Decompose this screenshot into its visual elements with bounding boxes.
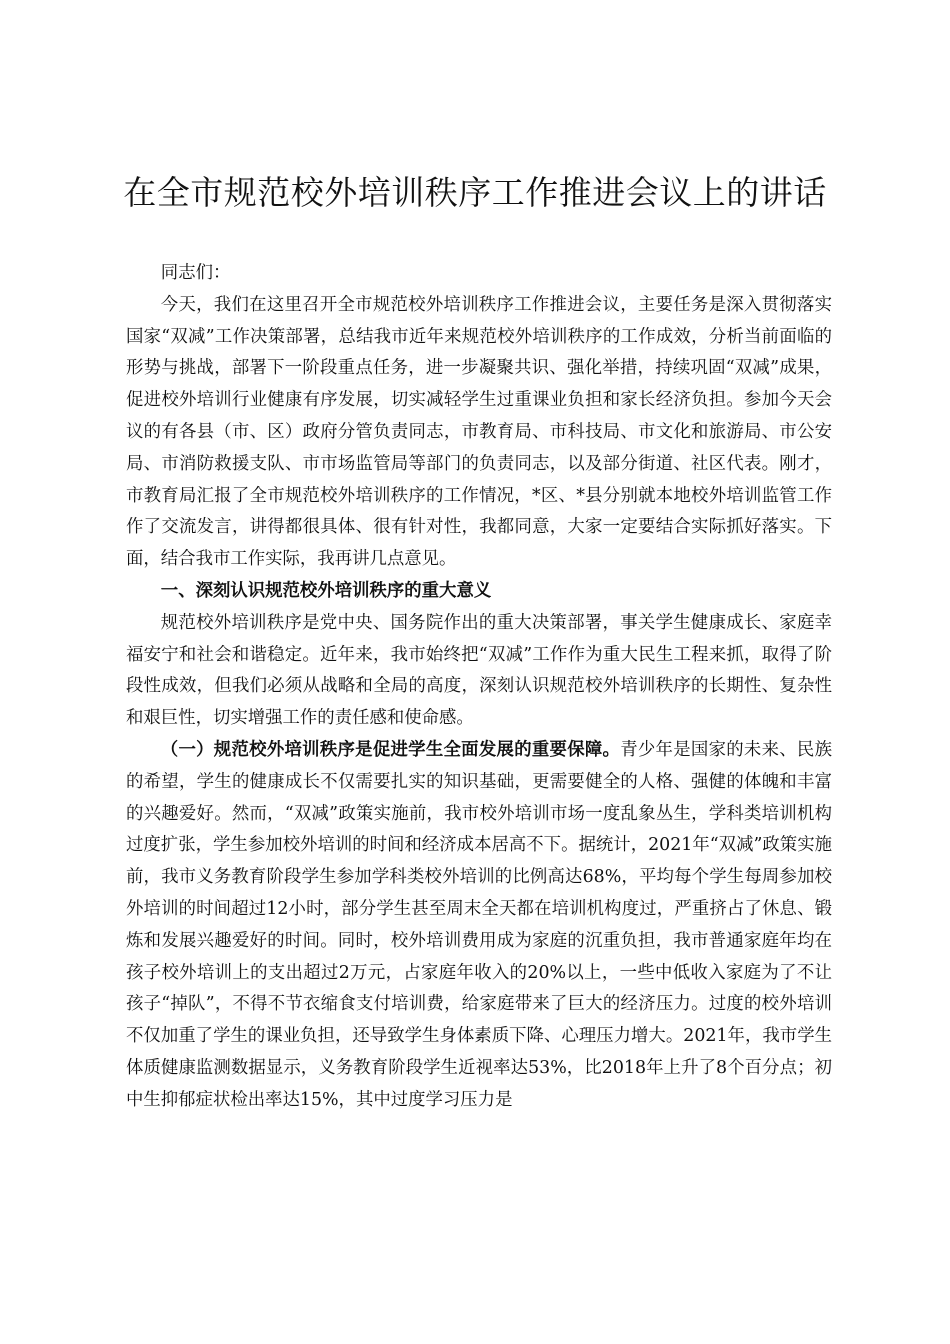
section-heading-1: 一、深刻认识规范校外培训秩序的重大意义 (160, 580, 492, 601)
subsection-1-lead: （一）规范校外培训秩序是促进学生全面发展的重要保障。 (160, 739, 621, 760)
document-title: 在全市规范校外培训秩序工作推进会议上的讲话 (123, 173, 827, 212)
subsection-1-paragraph (126, 735, 832, 1117)
section-1-paragraph: 规范校外培训秩序是党中央、国务院作出的重大决策部署，事关学生健康成长、家庭幸福安宁和社会和谐稳定。近年来，我市始终把“双减”工作作为重大民生工程来抓，取得了阶段性成效，但我们必须从战略和全局的高度，深刻认识规范校外培训秩序的长期性、复杂性和艰巨性，切实增强工作的责任感和使命感。 (126, 612, 832, 729)
salutation: 同志们： (160, 263, 231, 283)
document-body (126, 258, 832, 1117)
intro-paragraph: 今天，我们在这里召开全市规范校外培训秩序工作推进会议，主要任务是深入贯彻落实国家“双减”工作决策部署，总结我市近年来规范校外培训秩序的工作成效，分析当前面临的形势与挑战，部署下一阶段重点任务，进一步凝聚共识、强化举措，持续巩固“双减”成果，促进校外培训行业健康有序发展，切实减轻学生过重课业负担和家长经济负担。参加今天会议的有各县（市、区）政府分管负责同志，市教育局、市科技局、市文化和旅游局、市公安局、市消防救援支队、市市场监管局等部门的负责同志，以及部分街道、社区代表。刚才，市教育局汇报了全市规范校外培训秩序的工作情况，*区、*县分别就本地校外培训监管工作作了交流发言，讲得都很具体、很有针对性，我都同意，大家一定要结合实际抓好落实。下面，结合我市工作实际，我再讲几点意见。 (126, 294, 832, 570)
subsection-1-text: 青少年是国家的未来、民族的希望，学生的健康成长不仅需要扎实的知识基础，更需要健全的人格、强健的体魄和丰富的兴趣爱好。然而，“双减”政策实施前，我市校外培训市场一度乱象丛生，学科类培训机构过度扩张，学生参加校外培训的时间和经济成本居高不下。据统计，2021年“双减”政策实施前，我市义务教育阶段学生参加学科类校外培训的比例高达68%，平均每个学生每周参加校外培训的时间超过12小时，部分学生甚至周末全天都在培训机构度过，严重挤占了休息、锻炼和发展兴趣爱好的时间。同时，校外培训费用成为家庭的沉重负担，我市普通家庭年均在孩子校外培训上的支出超过2万元，占家庭年收入的20%以上，一些中低收入家庭为了不让孩子“掉队”，不得不节衣缩食支付培训费，给家庭带来了巨大的经济压力。过度的校外培训不仅加重了学生的课业负担，还导致学生身体素质下降、心理压力增大。2021年，我市学生体质健康监测数据显示，义务教育阶段学生近视率达53%，比2018年上升了8个百分点；初中生抑郁症状检出率达15%，其中过度学习压力是 (126, 739, 832, 1110)
